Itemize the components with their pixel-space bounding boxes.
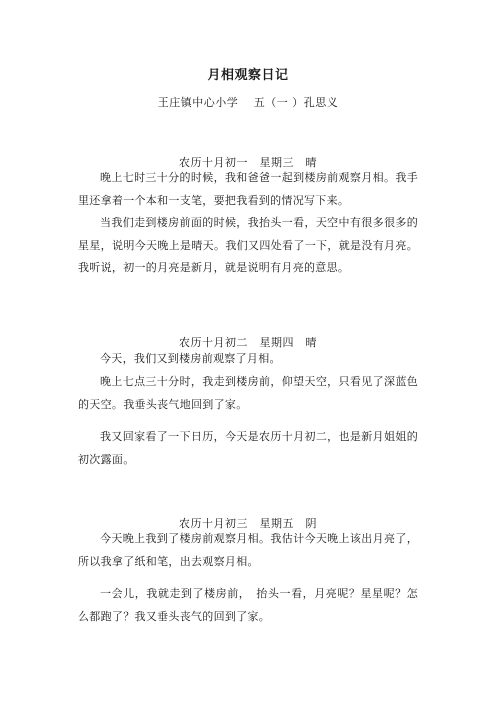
entry-3-paragraph-1: 今天晚上我到了楼房前观察月相。我估计今天晚上该出月亮了，所以我拿了纸和笔，出去观察月相。 (78, 532, 418, 568)
author-byline: 王庄镇中心小学 五（一 ）孔思义 (157, 96, 339, 109)
entry-1-paragraph-2: 当我们走到楼房前面的时候，我抬头一看，天空中有很多很多的星星，说明今天晚上是晴天。我们又四处看了一下，就是没有月亮。我听说，初一的月亮是新月，就是说明有月亮的意思。 (78, 216, 418, 274)
entry-1-paragraph-1: 晚上七时三十分的时候，我和爸爸一起到楼房前观察月相。我手里还拿着一个本和一支笔，要把我看到的情况写下来。 (78, 171, 418, 207)
entry-3-paragraph-2: 一会儿，我就走到了楼房前， 抬头一看，月亮呢？星星呢？怎么都跑了？我又垂头丧气的回到了家。 (78, 587, 418, 623)
entry-2-paragraph-3: 我又回家看了一下日历，今天是农历十月初二，也是新月姐姐的初次露面。 (78, 430, 418, 466)
entry-2-paragraph-2: 晚上七点三十分时，我走到楼房前，仰望天空，只看见了深蓝色的天空。我垂头丧气地回到了家。 (78, 375, 418, 411)
document-title: 月相观察日记 (207, 68, 289, 83)
entry-2-paragraph-1: 今天，我们又到楼房前观察了月相。 (100, 352, 281, 365)
entry-heading-2: 农历十月初二 星期四 晴 (179, 336, 317, 349)
entry-heading-3: 农历十月初三 星期五 阴 (179, 517, 317, 530)
entry-heading-1: 农历十月初一 星期三 晴 (179, 156, 317, 169)
